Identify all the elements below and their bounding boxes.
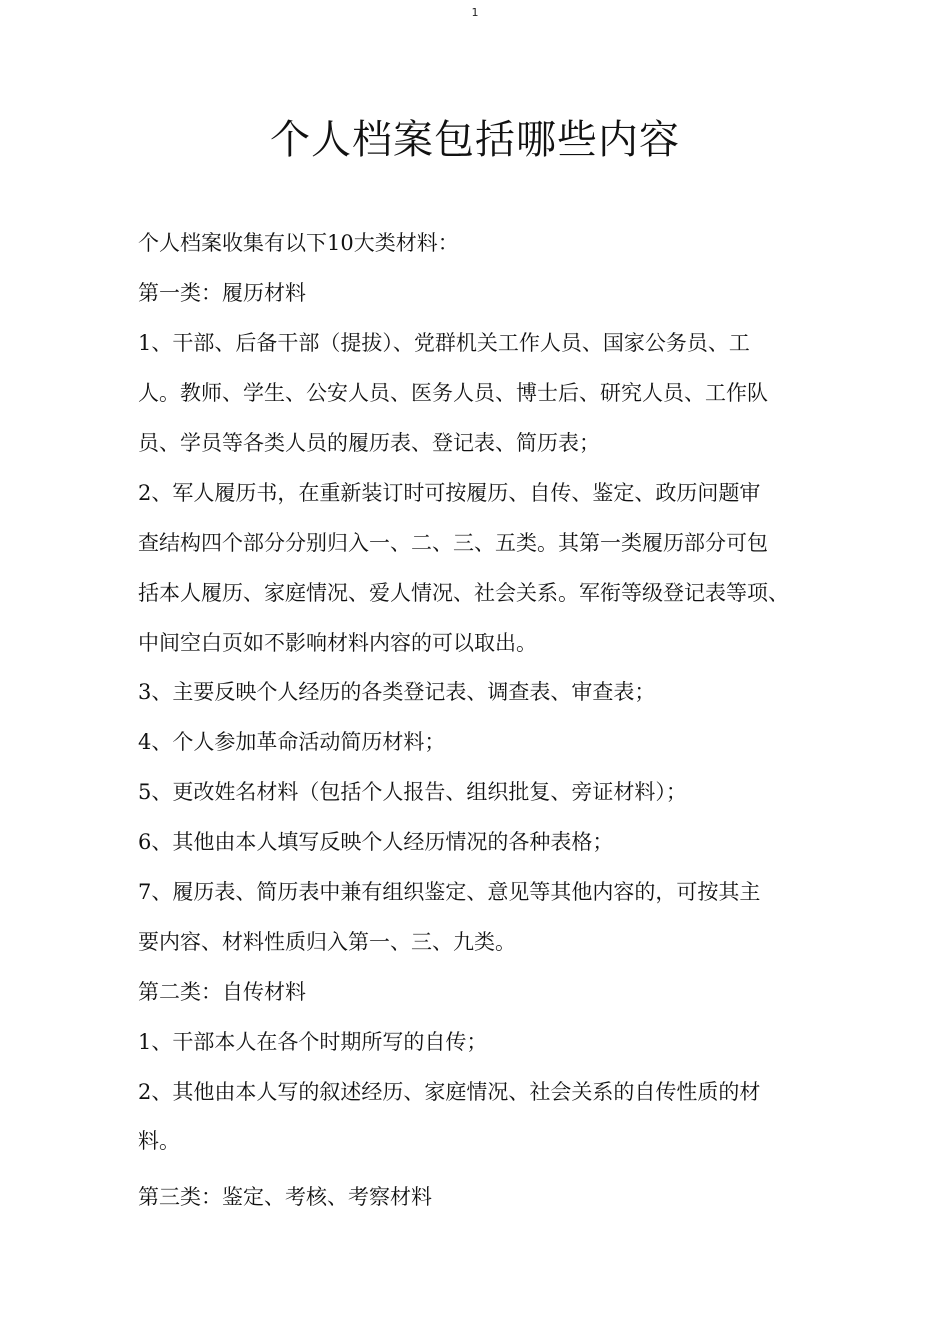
paragraph-line: 4、个人参加革命活动简历材料； [138, 730, 446, 754]
paragraph-line: 要内容、材料性质归入第一、三、九类。 [138, 930, 516, 954]
paragraph-line: 7、履历表、简历表中兼有组织鉴定、意见等其他内容的，可按其主 [138, 880, 761, 904]
section-heading-1: 第一类：履历材料 [138, 281, 306, 305]
document-title: 个人档案包括哪些内容 [270, 117, 680, 163]
paragraph-line: 括本人履历、家庭情况、爱人情况、社会关系。军衔等级登记表等项、 [138, 581, 789, 605]
paragraph-line: 1、干部本人在各个时期所写的自传； [138, 1030, 488, 1054]
paragraph-line: 员、学员等各类人员的履历表、登记表、简历表； [138, 431, 600, 455]
section-heading-3: 第三类：鉴定、考核、考察材料 [138, 1185, 432, 1209]
paragraph-line: 2、军人履历书，在重新装订时可按履历、自传、鉴定、政历问题审 [138, 481, 761, 505]
paragraph-line: 料。 [138, 1129, 180, 1153]
paragraph-line: 人。教师、学生、公安人员、医务人员、博士后、研究人员、工作队 [138, 381, 768, 405]
paragraph-line: 6、其他由本人填写反映个人经历情况的各种表格； [138, 830, 614, 854]
paragraph-line: 1、干部、后备干部（提拔）、党群机关工作人员、国家公务员、工 [138, 331, 750, 355]
intro-line: 个人档案收集有以下10大类材料： [138, 231, 459, 255]
page-number: 1 [471, 6, 479, 19]
paragraph-line: 中间空白页如不影响材料内容的可以取出。 [138, 631, 537, 655]
paragraph-line: 2、其他由本人写的叙述经历、家庭情况、社会关系的自传性质的材 [138, 1080, 761, 1104]
paragraph-line: 5、更改姓名材料（包括个人报告、组织批复、旁证材料）； [138, 780, 687, 804]
paragraph-line: 3、主要反映个人经历的各类登记表、调查表、审查表； [138, 680, 656, 704]
paragraph-line: 查结构四个部分分别归入一、二、三、五类。其第一类履历部分可包 [138, 531, 768, 555]
section-heading-2: 第二类：自传材料 [138, 980, 306, 1004]
